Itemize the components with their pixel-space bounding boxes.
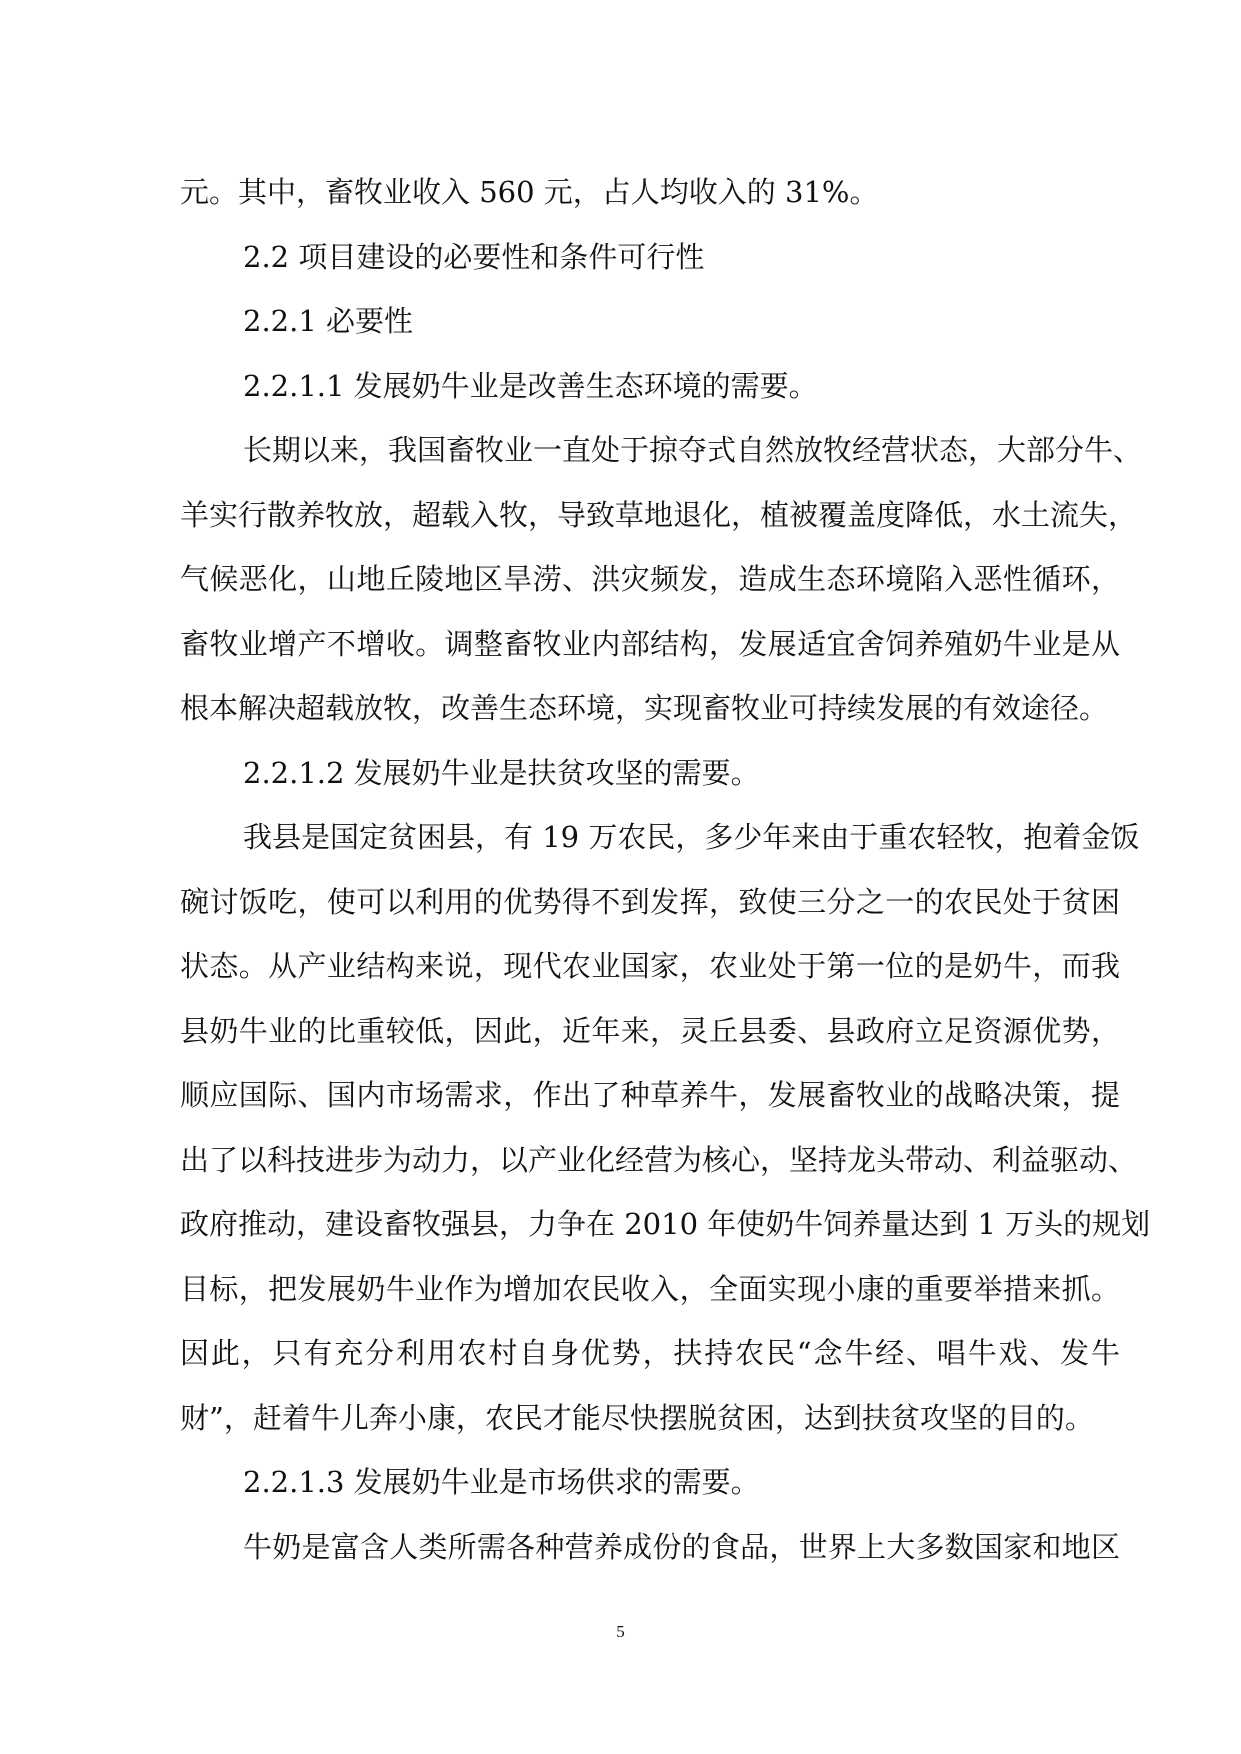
paragraph-line: 畜牧业增产不增收。调整畜牧业内部结构，发展适宜舍饲养殖奶牛业是从 [180, 626, 1120, 661]
paragraph-line: 政府推动，建设畜牧强县，力争在 2010 年使奶牛饲养量达到 1 万头的规划 [180, 1207, 1151, 1241]
subsubsection-heading: 2.2.1.1 发展奶牛业是改善生态环境的需要。 [243, 368, 818, 403]
paragraph-line: 县奶牛业的比重较低，因此，近年来，灵丘县委、县政府立足资源优势， [180, 1013, 1120, 1048]
paragraph-line: 财”，赶着牛儿奔小康，农民才能尽快摆脱贫困，达到扶贫攻坚的目的。 [180, 1400, 1094, 1435]
paragraph-line: 碗讨饭吃，使可以利用的优势得不到发挥，致使三分之一的农民处于贫困 [180, 884, 1120, 919]
subsubsection-heading: 2.2.1.3 发展奶牛业是市场供求的需要。 [243, 1465, 760, 1499]
section-heading: 2.2 项目建设的必要性和条件可行性 [243, 239, 705, 274]
document-body [180, 160, 1151, 1579]
paragraph-line: 根本解决超载放牧，改善生态环境，实现畜牧业可持续发展的有效途径。 [180, 691, 1109, 725]
paragraph-line: 出了以科技进步为动力，以产业化经营为核心，坚持龙头带动、利益驱动、 [180, 1142, 1138, 1177]
paragraph-line: 长期以来，我国畜牧业一直处于掠夺式自然放牧经营状态，大部分牛、 [243, 433, 1143, 467]
paragraph-line: 我县是国定贫困县，有 19 万农民，多少年来由于重农轻牧，抱着金饭 [243, 820, 1140, 854]
subsection-heading: 2.2.1 必要性 [243, 304, 414, 338]
paragraph-line: 元。其中，畜牧业收入 560 元，占人均收入的 31%。 [180, 175, 879, 209]
paragraph-line: 气候恶化，山地丘陵地区旱涝、洪灾频发，造成生态环境陷入恶性循环， [180, 562, 1120, 596]
paragraph-line: 牛奶是富含人类所需各种营养成份的食品，世界上大多数国家和地区 [243, 1529, 1120, 1564]
paragraph-line: 目标，把发展奶牛业作为增加农民收入，全面实现小康的重要举措来抓。 [180, 1271, 1120, 1306]
paragraph-line: 状态。从产业结构来说，现代农业国家，农业处于第一位的是奶牛，而我 [180, 949, 1120, 983]
paragraph-line: 因此，只有充分利用农村自身优势，扶持农民“念牛经、唱牛戏、发牛 [180, 1336, 1120, 1370]
subsubsection-heading: 2.2.1.2 发展奶牛业是扶贫攻坚的需要。 [243, 755, 760, 790]
paragraph-line: 羊实行散养牧放，超载入牧，导致草地退化，植被覆盖度降低，水土流失， [180, 497, 1138, 532]
page-number: 5 [616, 1622, 625, 1641]
paragraph-line: 顺应国际、国内市场需求，作出了种草养牛，发展畜牧业的战略决策，提 [180, 1078, 1120, 1112]
